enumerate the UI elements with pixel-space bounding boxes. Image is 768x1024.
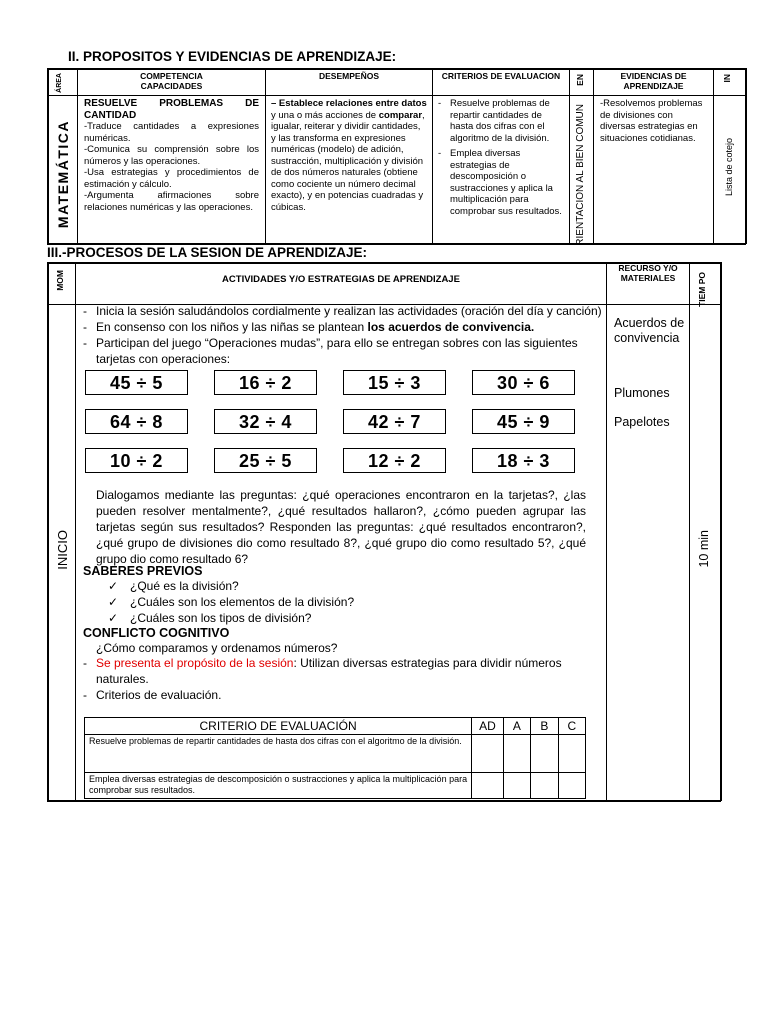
capacidad-item: -Argumenta afirmaciones sobre relaciones numéricas y las operaciones. — [84, 190, 259, 213]
desempeno-prefix: – Establece relaciones entre datos — [271, 98, 427, 109]
recurso-acuerdos: Acuerdos de convivencia — [614, 316, 685, 345]
area-label: MATEMÁTICA — [55, 120, 71, 229]
criterio-item: Resuelve problemas de repartir cantidades de hasta dos cifras con el algoritmo de la división. — [450, 98, 550, 144]
operation-card: 16 ÷ 2 — [214, 370, 317, 395]
momento-label: INICIO — [55, 530, 70, 570]
saber-item: ✓ ¿Cuáles son los elementos de la división? — [108, 595, 355, 609]
header-enfoque: EN — [575, 74, 585, 86]
saberes-title: SABERES PREVIOS — [83, 564, 203, 578]
operation-card: 12 ÷ 2 — [343, 448, 446, 473]
operation-card: 10 ÷ 2 — [85, 448, 188, 473]
capacidad-item: -Comunica su comprensión sobre los números y las operaciones. — [84, 144, 259, 167]
criterios-line: - Criterios de evaluación. — [83, 688, 222, 702]
criterio-item: Emplea diversas estrategias de descomposición o sustracciones y aplica la multiplicación para comprobar sus resultados. — [450, 148, 562, 217]
header-instrumento: IN — [722, 74, 732, 83]
operation-card: 15 ÷ 3 — [343, 370, 446, 395]
saber-item: ✓ ¿Qué es la división? — [108, 579, 239, 593]
level-c: C — [558, 718, 585, 735]
header-desempenos: DESEMPEÑOS — [319, 71, 379, 81]
header-evidencias: EVIDENCIAS DE APRENDIZAJE — [620, 71, 687, 91]
operation-card: 64 ÷ 8 — [85, 409, 188, 434]
recurso-papelotes: Papelotes — [614, 415, 670, 429]
header-actividades: ACTIVIDADES Y/O ESTRATEGIAS DE APRENDIZAJE — [222, 274, 460, 285]
capacidad-item: -Traduce cantidades a expresiones numéricas. — [84, 121, 259, 144]
check-icon: ✓ — [108, 611, 119, 625]
operation-card: 45 ÷ 9 — [472, 409, 575, 434]
criterio-header: CRITERIO DE EVALUACIÓN — [85, 718, 472, 735]
level-b: B — [531, 718, 558, 735]
dialogo-paragraph: Dialogamos mediante las preguntas: ¿qué operaciones encontraron en la tarjetas?, ¿las pueden resolver mentalmente?, ¿qué resultados hallaron?, ¿cómo pueden agrupar las tarjetas según sus resultados? Responden las preguntas: ¿qué resultados encontraron?, ¿qué grupo de divisiones dio como resultado 8?, ¿qué grupo dio como resultado 5?, ¿qué grupo dio como resultado 6? — [96, 488, 586, 566]
check-icon: ✓ — [108, 579, 119, 593]
tiempo-value: 10 min — [697, 530, 711, 568]
level-a: A — [503, 718, 530, 735]
header-criterios: CRITERIOS DE EVALUACION — [441, 71, 561, 81]
criterios-cell: - Resuelve problemas de repartir cantidades de hasta dos cifras con el algoritmo de la división. - Emplea diversas estrategias de descomposición o sustracciones y aplica la multiplicación para comprobar sus resultados. — [438, 98, 566, 217]
desempeno-cell: – Establece relaciones entre datos y una o más acciones de comparar, igualar, reiterar y dividir cantidades, y las transforma en expresiones numéricas (modelo) de adición, sustracción, multiplicación y división de dos números naturales (obtiene como cociente un número decimal exacto), y en potencias cuadradas y cúbicas. — [271, 98, 427, 213]
header-momento: MOM — [55, 270, 65, 291]
check-icon: ✓ — [108, 595, 119, 609]
evidencia-text: -Resolvemos problemas de divisiones con diversas estrategias en situaciones cotidianas. — [600, 98, 703, 144]
criterio-table — [84, 717, 586, 799]
operation-card: 25 ÷ 5 — [214, 448, 317, 473]
saber-item: ✓ ¿Cuáles son los tipos de división? — [108, 611, 312, 625]
operation-card: 42 ÷ 7 — [343, 409, 446, 434]
activity-bullet-2: - En consenso con los niños y las niñas se plantean los acuerdos de convivencia. — [83, 320, 535, 334]
operation-card: 18 ÷ 3 — [472, 448, 575, 473]
capacidad-item: -Usa estrategias y procedimientos de estimación y cálculo. — [84, 167, 259, 190]
header-tiempo: TIEM PO — [697, 272, 707, 307]
header-area: ÁREA — [56, 73, 63, 93]
competencia-title: RESUELVE PROBLEMAS DE CANTIDAD — [84, 98, 259, 121]
recurso-plumones: Plumones — [614, 386, 670, 400]
instrumento-text: Lista de cotejo — [724, 138, 734, 197]
operation-card: 45 ÷ 5 — [85, 370, 188, 395]
header-recurso: RECURSO Y/O MATERIALES — [618, 263, 678, 283]
conflicto-title: CONFLICTO COGNITIVO — [83, 626, 230, 640]
section2-title: II. PROPOSITOS Y EVIDENCIAS DE APRENDIZAJE: — [68, 49, 397, 64]
level-ad: AD — [472, 718, 504, 735]
operation-card: 30 ÷ 6 — [472, 370, 575, 395]
acuerdos-bold: los acuerdos de convivencia. — [367, 320, 535, 334]
header-competencia: COMPETENCIA CAPACIDADES — [140, 71, 203, 91]
activity-bullet-1: - Inicia la sesión saludándolos cordialmente y realizan las actividades (oración del día y canción) — [83, 304, 602, 318]
enfoque-text: RIENTACION AL BIEN COMUN — [575, 104, 586, 246]
operation-card: 32 ÷ 4 — [214, 409, 317, 434]
criterio-row: Emplea diversas estrategias de descomposición o sustracciones y aplica la multiplicación para comprobar sus resultados. — [85, 773, 472, 799]
criterio-row: Resuelve problemas de repartir cantidades de hasta dos cifras con el algoritmo de la división. — [85, 735, 472, 773]
proposito-label: Se presenta el propósito de la sesión — [96, 656, 294, 670]
section3-title: III.-PROCESOS DE LA SESION DE APRENDIZAJE: — [47, 245, 368, 260]
conflicto-question: ¿Cómo comparamos y ordenamos números? — [96, 641, 338, 655]
competencia-cell — [84, 98, 259, 213]
proposito-line: - Se presenta el propósito de la sesión: Utilizan diversas estrategias para dividir números naturales. — [83, 656, 562, 686]
activity-bullet-3: - Participan del juego “Operaciones mudas”, para ello se entregan sobres con las siguientes tarjetas con operaciones: — [83, 336, 578, 366]
